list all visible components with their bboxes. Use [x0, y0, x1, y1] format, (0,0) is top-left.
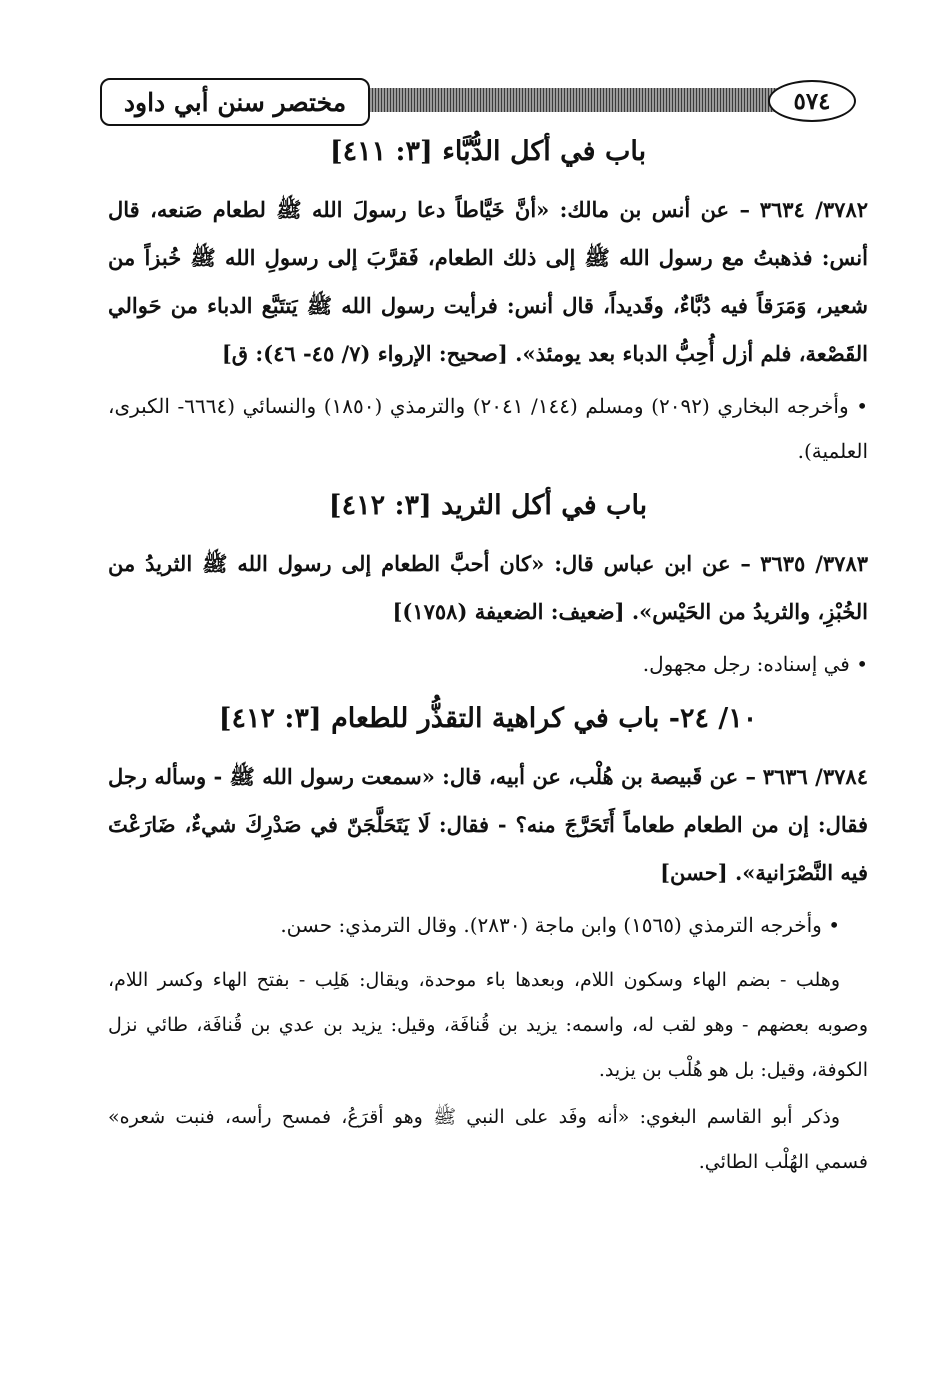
chapter-heading: باب في أكل الدُّبَّاء [٣: ٤١١] — [329, 136, 647, 167]
hadith-number: ٣٧٨٣/ ٣٦٣٥ — [760, 551, 869, 576]
hadith-text: – عن ابن عباس قال: «كان أحبَّ الطعام إلى رسول الله ﷺ الثريدُ من الخُبْزِ، والثريدُ من الحَيْس». [ضعيف: الضعيفة (١٧٥٨)] — [108, 551, 868, 624]
hadith-text: – عن أنس بن مالك: «أنَّ خَيَّاطاً دعا رسولَ الله ﷺ لطعام صَنعه، قال أنس: فذهبتُ مع رسول الله ﷺ إلى ذلك الطعام، فَقرَّبَ إلى رسولِ الله ﷺ خُبزاً من شعير، وَمَرَقاً فيه دُبَّاءٌ، وقَديداً، قال أنس: فرأيت رسول الله ﷺ يَتتَبَّع الدباء من حَوالي القَصْعة، فلم أزل أُحِبُّ الدباء بعد يومئذ». [صحيح: الإرواء (٧/ ٤٥- ٤٦): ق] — [108, 197, 868, 366]
commentary-paragraph: وهلب - بضم الهاء وسكون اللام، وبعدها باء موحدة، ويقال: هَلِب - بفتح الهاء وكسر اللام، وصوبه بعضهم - وهو لقب له، واسمه: يزيد بن قُنافَة، وقيل: يزيد بن عدي بن قُنافَة، طائي نزل الكوفة، وقيل: بل هو هُلْب بن يزيد. — [108, 969, 868, 1081]
page-number: ٥٧٤ — [793, 87, 831, 115]
hadith-number: ٣٧٨٤/ ٣٦٣٦ — [762, 764, 868, 789]
chapter-heading: ١٠/ ٢٤- باب في كراهية التقذُّر للطعام [٣: ٤١٢] — [218, 703, 758, 734]
commentary-paragraph: وذكر أبو القاسم البغوي: «أنه وفَد على النبي ﷺ وهو أقرَعُ، فمسح رأسه، فنبت شعره» فسمي الهُلْب الطائي. — [108, 1106, 868, 1173]
page-number-oval — [768, 80, 856, 122]
hadith-paragraph — [108, 540, 868, 636]
book-title-box — [100, 78, 370, 126]
book-title: مختصر سنن أبي داود — [123, 87, 347, 117]
header-ornament-bar — [360, 88, 834, 112]
page-header — [100, 78, 870, 128]
hadith-text: – عن قَبيصة بن هُلْب، عن أبيه، قال: «سمعت رسول الله ﷺ - وسأله رجل فقال: إن من الطعام طعاماً أَتَحَرَّجَ منه؟ - فقال: لَا يَتَحَلَّجَنّ في صَدْرِكَ شيءٌ، ضَارَعْتَ فيه النَّصْرَانية». [حسن] — [108, 764, 868, 885]
page-body — [108, 130, 868, 1187]
takhrij-note: • وأخرجه البخاري (٢٠٩٢) ومسلم (١٤٤/ ٢٠٤١) والترمذي (١٨٥٠) والنسائي (٦٦٦٤- الكبرى، العلمية). — [108, 394, 868, 463]
takhrij-note: • في إسناده: رجل مجهول. — [642, 652, 868, 676]
takhrij-note: • وأخرجه الترمذي (١٥٦٥) وابن ماجة (٢٨٣٠). وقال الترمذي: حسن. — [280, 913, 840, 937]
chapter-heading: باب في أكل الثريد [٣: ٤١٢] — [328, 490, 648, 521]
hadith-paragraph — [108, 186, 868, 378]
hadith-paragraph — [108, 753, 868, 897]
hadith-number: ٣٧٨٢/ ٣٦٣٤ — [759, 197, 869, 222]
